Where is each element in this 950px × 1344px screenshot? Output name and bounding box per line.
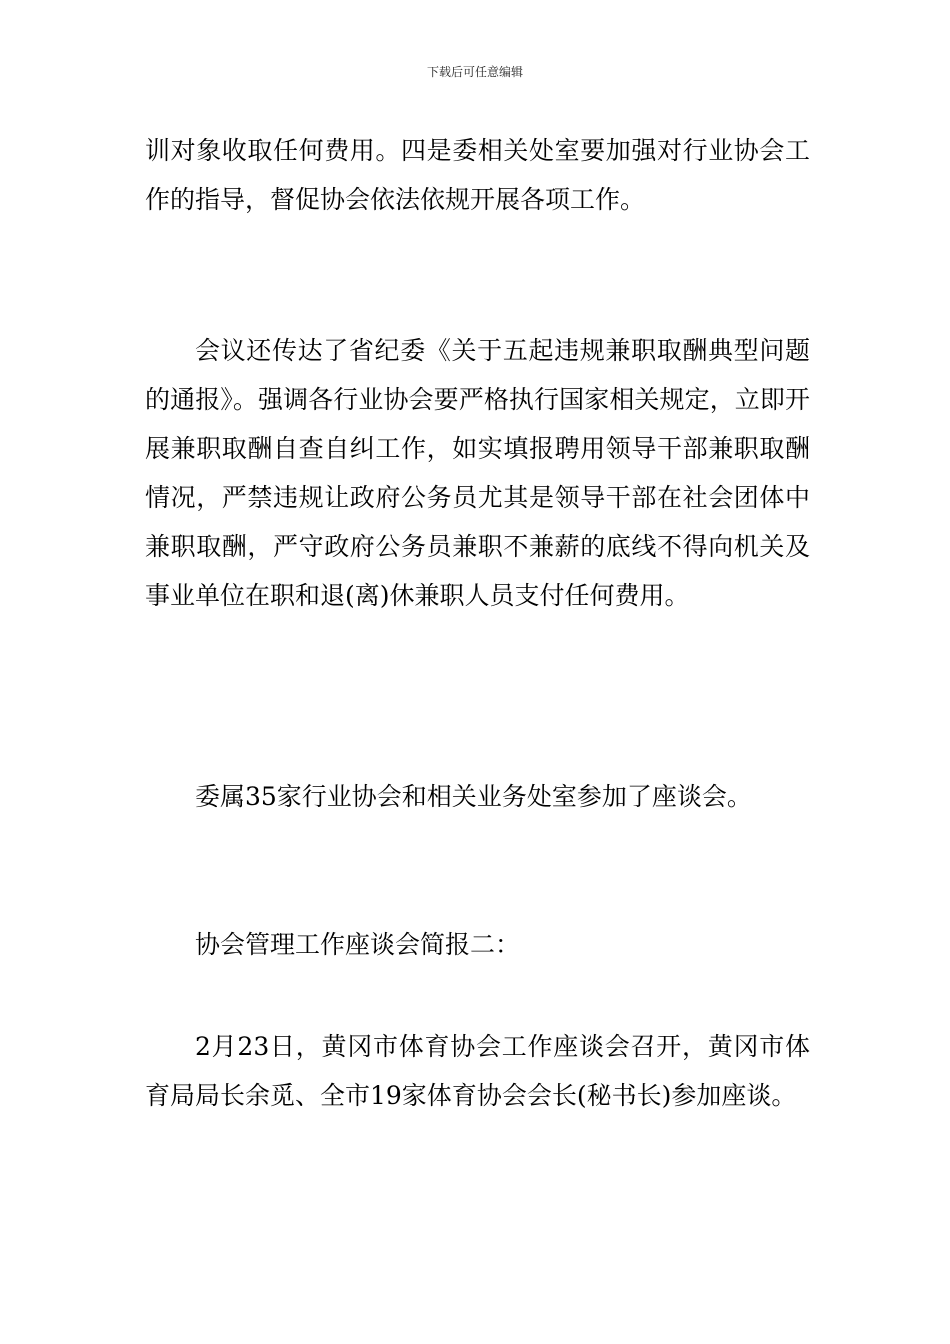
paragraph-huanggang-meeting: 2月23日，黄冈市体育协会工作座谈会召开，黄冈市体育局局长余觅、全市19家体育协会会长(秘书长)参加座谈。 — [145, 1032, 810, 1110]
header-note: 下载后可任意编辑 — [426, 65, 523, 79]
paragraph-attendees: 委属35家行业协会和相关业务处室参加了座谈会。 — [195, 782, 752, 811]
paragraph-continuation: 训对象收取任何费用。四是委相关处室要加强对行业协会工作的指导，督促协会依法依规开展各项工作。 — [145, 136, 810, 214]
paragraph-briefing-title: 协会管理工作座谈会简报二： — [195, 930, 521, 959]
paragraph-meeting-notice: 会议还传达了省纪委《关于五起违规兼职取酬典型问题的通报》。强调各行业协会要严格执行国家相关规定，立即开展兼职取酬自查自纠工作，如实填报聘用领导干部兼职取酬情况，严禁违规让政府公务员尤其是领导干部在社会团体中兼职取酬，严守政府公务员兼职不兼薪的底线不得向机关及事业单位在职和退(离)休兼职人员支付任何费用。 — [145, 336, 810, 610]
